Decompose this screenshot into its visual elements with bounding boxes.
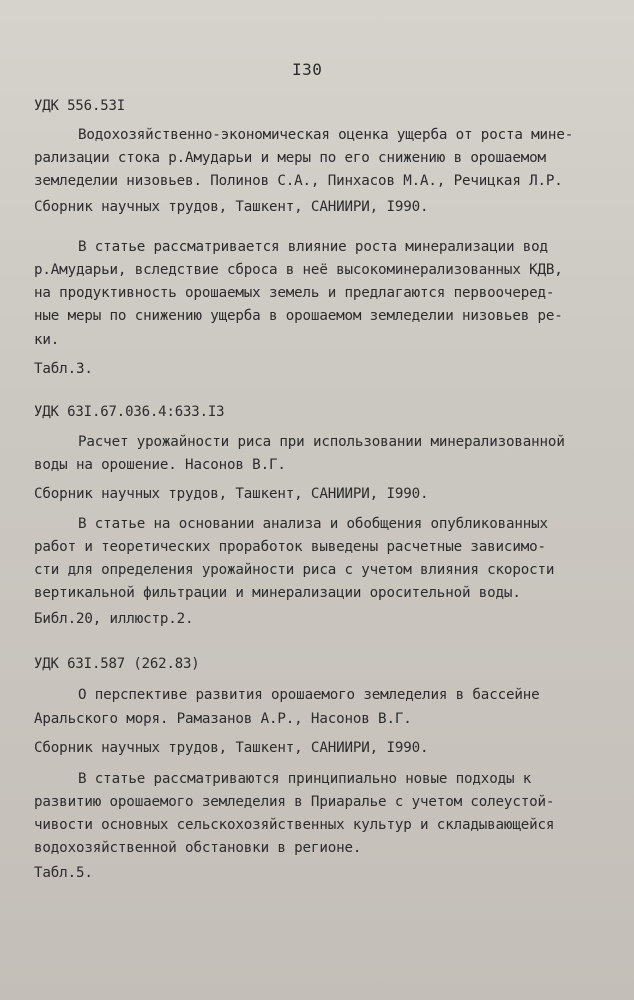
entry-note: Библ.20, иллюстр.2. [34,611,194,627]
abstract-line: чивости основных сельскохозяйственных культур и складывающейся [34,817,555,833]
entry-source: Сборник научных трудов, Ташкент, САНИИРИ, I990. [34,740,429,756]
entry-title-line: рализации стока р.Амударьи и меры по его снижению в орошаемом [34,150,546,166]
abstract-line: вертикальной фильтрации и минерализации оросительной воды. [34,585,521,601]
udk-code: УДК 63I.67.036.4:633.I3 [34,404,225,420]
page-number: I30 [292,60,323,79]
entry-title-line: Водохозяйственно-экономическая оценка ущерба от роста мине- [78,127,574,143]
abstract-line: В статье на основании анализа и обобщения опубликованных [78,516,548,532]
udk-code: УДК 556.53I [34,98,126,114]
entry-note: Табл.5. [34,865,93,881]
abstract-line: сти для определения урожайности риса с учетом влияния скорости [34,562,555,578]
abstract-line: В статье рассматриваются принципиально новые подходы к [78,771,532,787]
entry-title-line: Расчет урожайности риса при использовании минерализованной [78,434,565,450]
entry-note: Табл.3. [34,361,93,377]
entry-title-line: Аральского моря. Рамазанов А.Р., Насонов В.Г. [34,711,412,727]
abstract-line: развитию орошаемого земледелия в Приаралье с учетом солеустой- [34,794,555,810]
entry-source: Сборник научных трудов, Ташкент, САНИИРИ, I990. [34,199,429,215]
entry-title-line: земледелии низовьев. Полинов С.А., Пинхасов М.А., Речицкая Л.Р. [34,173,563,189]
entry-title-line: О перспективе развития орошаемого земледелия в бассейне [78,687,540,703]
abstract-line: В статье рассматривается влияние роста минерализации вод [78,239,548,255]
abstract-line: ки. [34,332,60,348]
abstract-line: водохозяйственной обстановки в регионе. [34,840,362,856]
abstract-line: ные меры по снижению ущерба в орошаемом земледелии низовьев ре- [34,308,563,324]
entry-title-line: воды на орошение. Насонов В.Г. [34,457,286,473]
abstract-line: р.Амударьи, вследствие сброса в неё высокоминерализованных КДВ, [34,262,563,278]
abstract-line: на продуктивность орошаемых земель и предлагаются первоочеред- [34,285,555,301]
udk-code: УДК 63I.587 (262.83) [34,656,200,672]
abstract-line: работ и теоретических проработок выведены расчетные зависимо- [34,539,546,555]
entry-source: Сборник научных трудов, Ташкент, САНИИРИ, I990. [34,486,429,502]
